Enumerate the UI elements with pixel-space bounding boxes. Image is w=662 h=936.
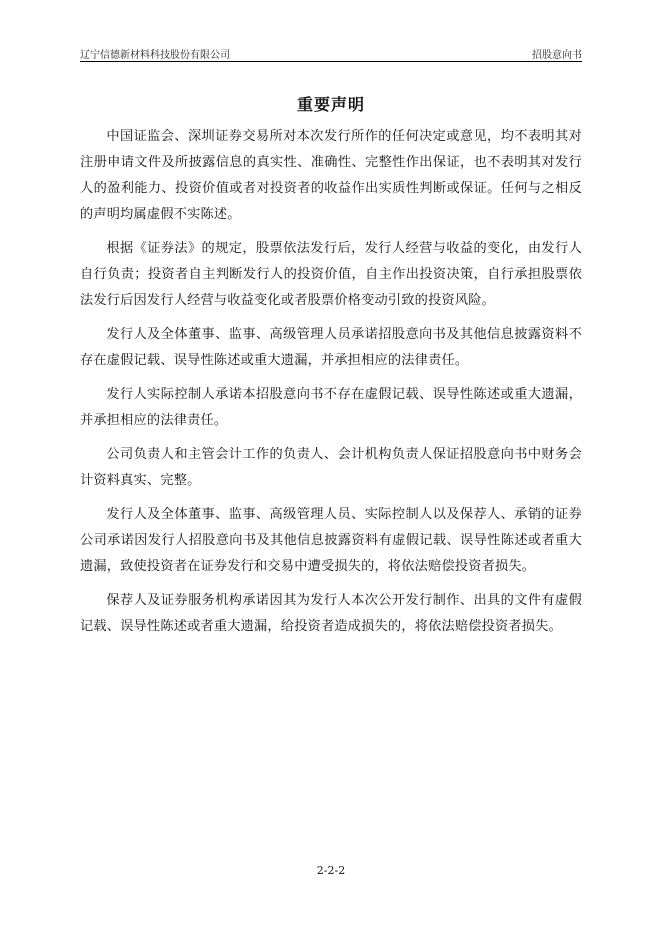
- page-title: 重要声明: [296, 95, 365, 114]
- paragraph-compensation-commitment: 发行人及全体董事、监事、高级管理人员、实际控制人以及保荐人、承销的证券公司承诺因发行人招股意向书及其他信息披露资料有虚假记载、误导性陈述或者重大遗漏，致使投资者在证券发行和交易中遭受损失的，将依法赔偿投资者损失。: [80, 507, 582, 574]
- page-number: 2-2-2: [316, 864, 346, 877]
- paragraph-controller-commitment: 发行人实际控制人承诺本招股意向书不存在虚假记载、误导性陈述或重大遗漏，并承担相应的法律责任。: [80, 387, 582, 428]
- paragraph-accounting-guarantee: 公司负责人和主管会计工作的负责人、会计机构负责人保证招股意向书中财务会计资料真实、完整。: [80, 447, 582, 488]
- paragraph-sponsor-commitment: 保荐人及证券服务机构承诺因其为发行人本次公开发行制作、出具的文件有虚假记载、误导性陈述或者重大遗漏，给投资者造成损失的，将依法赔偿投资者损失。: [80, 593, 582, 634]
- paragraph-directors-commitment: 发行人及全体董事、监事、高级管理人员承诺招股意向书及其他信息披露资料不存在虚假记载、误导性陈述或重大遗漏，并承担相应的法律责任。: [80, 327, 582, 368]
- header-document-type: 招股意向书: [532, 50, 582, 61]
- paragraph-investment-risk: 根据《证券法》的规定，股票依法发行后，发行人经营与收益的变化，由发行人自行负责；投资者自主判断发行人的投资价值，自主作出投资决策，自行承担股票依法发行后因发行人经营与收益变化或者股票价格变动引致的投资风险。: [80, 241, 582, 308]
- paragraph-regulator-disclaimer: 中国证监会、深圳证券交易所对本次发行所作的任何决定或意见，均不表明其对注册申请文件及所披露信息的真实性、准确性、完整性作出保证，也不表明其对发行人的盈利能力、投资价值或者对投资者的收益作出实质性判断或保证。任何与之相反的声明均属虚假不实陈述。: [80, 129, 582, 222]
- header-company-name: 辽宁信德新材料科技股份有限公司: [80, 50, 230, 61]
- page-header: [80, 44, 582, 60]
- statement-body: [80, 124, 582, 648]
- header-divider: [80, 61, 582, 62]
